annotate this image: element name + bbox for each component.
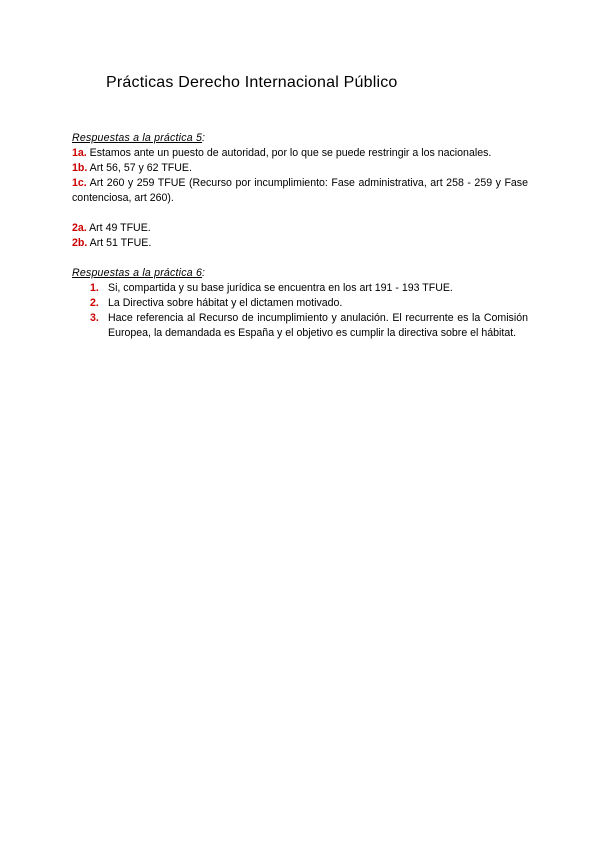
list-item-number: 1. <box>90 282 99 294</box>
section-5-heading-colon: : <box>202 132 205 144</box>
document-body <box>72 131 528 341</box>
list-item-text: La Directiva sobre hábitat y el dictamen motivado. <box>108 297 343 309</box>
list-item-text: Si, compartida y su base jurídica se encuentra en los art 191 - 193 TFUE. <box>108 282 453 294</box>
list-item <box>72 281 528 296</box>
answer-2b <box>72 236 528 251</box>
list-item-number: 3. <box>90 312 99 324</box>
answer-label: 1b. <box>72 162 88 174</box>
section-5-heading-line <box>72 131 528 146</box>
page-title: Prácticas Derecho Internacional Público <box>106 74 398 91</box>
answer-2a <box>72 221 528 236</box>
blank-line <box>72 251 528 266</box>
answer-1b <box>72 161 528 176</box>
section-6-heading: Respuestas a la práctica 6 <box>72 267 203 279</box>
answer-1c <box>72 176 528 206</box>
answer-text: Art 56, 57 y 62 TFUE. <box>87 162 192 174</box>
list-item-number: 2. <box>90 297 99 309</box>
list-item <box>72 311 528 341</box>
blank-line <box>72 206 528 221</box>
answer-label: 1a. <box>72 147 87 159</box>
answer-text: Art 49 TFUE. <box>86 222 151 234</box>
answer-text: Art 51 TFUE. <box>87 237 152 249</box>
section-5-heading: Respuestas a la práctica 5 <box>72 132 203 144</box>
list-item-text: Hace referencia al Recurso de incumplimiento y anulación. El recurrente es la Comisión Europea, la demandada es España y el objetivo es cumplir la directiva sobre el hábitat. <box>108 312 528 339</box>
answer-label: 2a. <box>72 222 87 234</box>
answer-text: Estamos ante un puesto de autoridad, por lo que se puede restringir a los nacionales. <box>86 147 492 159</box>
section-6-heading-line <box>72 266 528 281</box>
answer-text: Art 260 y 259 TFUE (Recurso por incumplimiento: Fase administrativa, art 258 - 259 y Fase contenciosa, art 260). <box>72 177 528 204</box>
section-6-heading-colon: : <box>202 267 205 279</box>
answer-label: 2b. <box>72 237 88 249</box>
list-item <box>72 296 528 311</box>
section-6-list <box>72 281 528 341</box>
answer-label: 1c. <box>72 177 87 189</box>
answer-1a <box>72 146 528 161</box>
